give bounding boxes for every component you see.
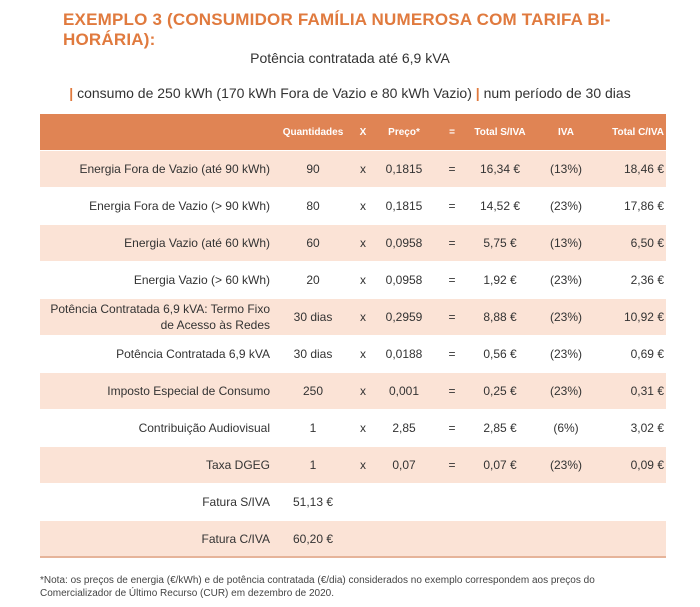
row-x: x [360, 310, 366, 324]
row-x: x [360, 236, 366, 250]
separator-bar: | [69, 85, 74, 101]
row-equals: = [448, 162, 456, 176]
table-row [40, 336, 666, 373]
page-title: EXEMPLO 3 (CONSUMIDOR FAMÍLIA NUMEROSA COM TARIFA BI-HORÁRIA): [63, 10, 611, 49]
row-equals: = [448, 199, 456, 213]
row-total-vat: 17,86 € [623, 199, 664, 213]
table-row [40, 262, 666, 299]
period-text: num período de 30 dias [483, 85, 631, 101]
row-total-vat: 2,36 € [630, 273, 664, 287]
row-total-no-vat: 16,34 € [479, 162, 521, 176]
row-total-no-vat: 2,85 € [483, 421, 517, 435]
row-vat: (6%) [553, 421, 579, 435]
total-value: 60,20 € [292, 531, 334, 546]
table-header [40, 114, 666, 151]
row-vat: (13%) [549, 236, 582, 250]
row-vat: (23%) [549, 458, 582, 472]
table-row [40, 225, 666, 262]
row-x: x [360, 199, 366, 213]
separator-bar: | [475, 85, 480, 101]
row-equals: = [448, 458, 456, 472]
row-price: 2,85 [392, 421, 416, 435]
total-row-no-vat [40, 484, 666, 521]
row-x: x [360, 458, 366, 472]
row-x: x [360, 421, 366, 435]
table-row [40, 151, 666, 188]
header-quantity: Quantidades [282, 126, 344, 138]
row-vat: (23%) [549, 199, 582, 213]
row-total-no-vat: 14,52 € [479, 199, 521, 213]
row-vat: (23%) [549, 347, 582, 361]
row-equals: = [448, 236, 456, 250]
row-quantity: 1 [309, 421, 317, 435]
header-price: Preço* [388, 126, 420, 138]
row-total-no-vat: 5,75 € [483, 236, 517, 250]
row-vat: (13%) [549, 162, 582, 176]
total-value: 51,13 € [292, 495, 334, 509]
total-label: Fatura C/IVA [201, 531, 270, 546]
row-x: x [360, 162, 366, 176]
row-price: 0,1815 [385, 199, 423, 213]
row-vat: (23%) [549, 273, 582, 287]
row-description: Taxa DGEG [205, 458, 270, 472]
consumption-text: consumo de 250 kWh (170 kWh Fora de Vazio e 80 kWh Vazio) [77, 85, 472, 101]
row-price: 0,0958 [385, 236, 423, 250]
footnote-line: Comercializador de Último Recurso (CUR) em dezembro de 2020. [40, 588, 334, 599]
row-total-vat: 6,50 € [630, 236, 664, 250]
row-total-vat: 18,46 € [623, 162, 664, 176]
row-price: 0,2959 [385, 310, 423, 324]
row-description: Imposto Especial de Consumo [107, 384, 270, 398]
row-x: x [360, 384, 366, 398]
power-subtitle: Potência contratada até 6,9 kVA [250, 50, 450, 66]
row-total-vat: 0,09 € [630, 458, 664, 472]
row-total-vat: 0,69 € [630, 347, 664, 361]
row-price: 0,001 [388, 384, 420, 398]
row-x: x [360, 273, 366, 287]
table-row [40, 447, 666, 484]
row-total-no-vat: 0,25 € [483, 384, 517, 398]
table-row [40, 188, 666, 225]
footnote [40, 574, 670, 600]
header-total-vat: Total C/IVA [612, 126, 664, 138]
row-equals: = [448, 347, 456, 361]
row-description: Energia Fora de Vazio (> 90 kWh) [89, 199, 270, 213]
row-x: x [360, 347, 366, 361]
row-description: Potência Contratada 6,9 kVA: Termo Fixo de Acesso às Redes [50, 302, 270, 332]
row-description: Contribuição Audiovisual [138, 421, 270, 435]
row-equals: = [448, 384, 456, 398]
row-quantity: 90 [306, 162, 320, 176]
row-total-no-vat: 0,56 € [483, 347, 517, 361]
row-equals: = [448, 310, 456, 324]
row-equals: = [448, 421, 456, 435]
table-row [40, 373, 666, 410]
row-vat: (23%) [549, 384, 582, 398]
row-quantity: 1 [309, 458, 317, 472]
row-price: 0,07 [392, 458, 416, 472]
row-quantity: 20 [306, 273, 320, 287]
row-quantity: 250 [302, 384, 324, 398]
header-vat: IVA [558, 126, 574, 138]
header-equals: = [449, 126, 455, 138]
total-label: Fatura S/IVA [202, 495, 270, 509]
header-x: X [359, 126, 367, 138]
tariff-table [40, 114, 666, 558]
row-equals: = [448, 273, 456, 287]
row-vat: (23%) [549, 310, 582, 324]
row-quantity: 30 dias [293, 347, 333, 361]
consumption-line [0, 85, 700, 101]
row-description: Energia Fora de Vazio (até 90 kWh) [79, 162, 270, 176]
table-row [40, 299, 666, 336]
total-row-vat [40, 521, 666, 558]
row-quantity: 80 [306, 199, 320, 213]
row-quantity: 30 dias [293, 310, 333, 324]
row-price: 0,1815 [385, 162, 423, 176]
table-row [40, 410, 666, 447]
row-price: 0,0188 [385, 347, 423, 361]
footnote-line: *Nota: os preços de energia (€/kWh) e de potência contratada (€/dia) considerados no exemplo correspondem aos preços do [40, 575, 595, 586]
row-description: Energia Vazio (> 60 kWh) [133, 273, 270, 287]
row-total-no-vat: 8,88 € [483, 310, 517, 324]
row-description: Potência Contratada 6,9 kVA [116, 347, 270, 361]
row-description: Energia Vazio (até 60 kWh) [124, 236, 270, 250]
row-price: 0,0958 [385, 273, 423, 287]
row-quantity: 60 [306, 236, 320, 250]
row-total-no-vat: 1,92 € [483, 273, 517, 287]
header-total-no-vat: Total S/IVA [474, 126, 526, 138]
row-total-vat: 0,31 € [630, 384, 664, 398]
row-total-vat: 3,02 € [630, 421, 664, 435]
row-total-no-vat: 0,07 € [483, 458, 517, 472]
row-total-vat: 10,92 € [623, 310, 664, 324]
